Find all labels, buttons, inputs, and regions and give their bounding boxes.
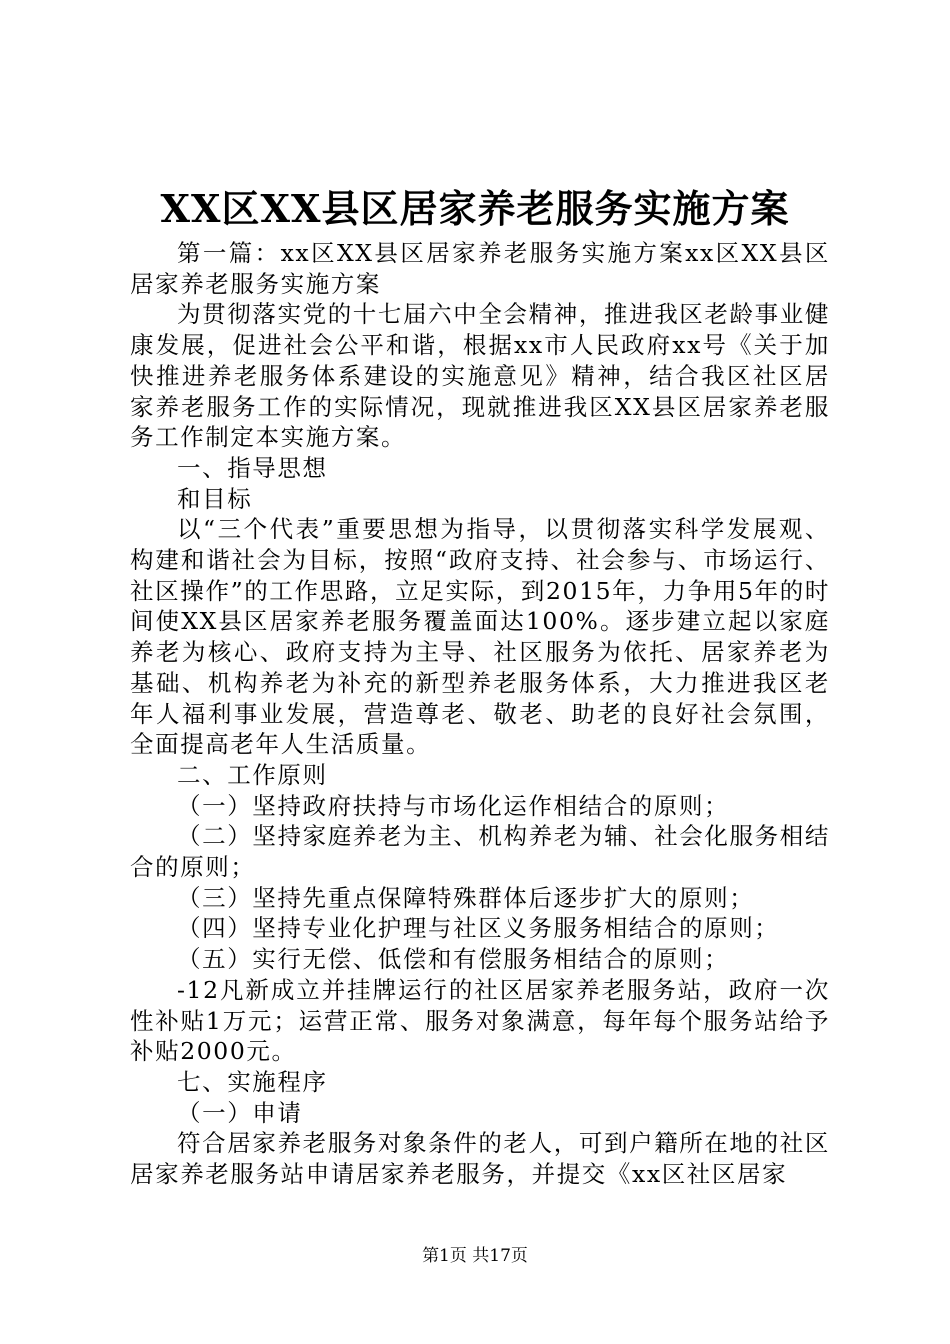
principle-item-3: （三）坚持先重点保障特殊群体后逐步扩大的原则； (177, 883, 755, 912)
heading-work-principles: 二、工作原则 (177, 760, 328, 789)
paragraph-subsidy: -12凡新成立并挂牌运行的社区居家养老服务站，政府一次性补贴1万元；运营正常、服务对象满意，每年每个服务站给予补贴2000元。 (130, 975, 830, 1066)
heading-goals: 和目标 (177, 484, 253, 513)
paragraph-intro: 第一篇：xx区XX县区居家养老服务实施方案xx区XX县区居家养老服务实施方案 (130, 239, 830, 298)
paragraph-apply: 符合居家养老服务对象条件的老人，可到户籍所在地的社区居家养老服务站申请居家养老服务，并提交《xx区社区居家 (130, 1129, 830, 1189)
principle-item-4: （四）坚持专业化护理与社区义务服务相结合的原则； (177, 914, 780, 943)
procedure-item-apply: （一）申请 (177, 1098, 303, 1127)
heading-procedure: 七、实施程序 (177, 1067, 328, 1096)
heading-guiding-thought: 一、指导思想 (177, 453, 328, 482)
document-body (130, 238, 830, 1190)
document-title: XX区XX县区居家养老服务实施方案 (160, 186, 790, 231)
paragraph-goals: 以“三个代表”重要思想为指导，以贯彻落实科学发展观、构建和谐社会为目标，按照“政府支持、社会参与、市场运行、社区操作”的工作思路，立足实际，到2015年，力争用5年的时间使XX县区居家养老服务覆盖面达100%。逐步建立起以家庭养老为核心、政府支持为主导、社区服务为依托、居家养老为基础、机构养老为补充的新型养老服务体系，大力推进我区老年人福利事业发展，营造尊老、敬老、助老的良好社会氛围，全面提高老年人生活质量。 (130, 515, 830, 759)
paragraph-purpose: 为贯彻落实党的十七届六中全会精神，推进我区老龄事业健康发展，促进社会公平和谐，根据xx市人民政府xx号《关于加快推进养老服务体系建设的实施意见》精神，结合我区社区居家养老服务工作的实际情况，现就推进我区XX县区居家养老服务工作制定本实施方案。 (130, 300, 830, 452)
page-number: 第1页 共17页 (422, 1246, 528, 1266)
principle-item-2: （二）坚持家庭养老为主、机构养老为辅、社会化服务相结合的原则； (130, 822, 830, 882)
principle-item-1: （一）坚持政府扶持与市场化运作相结合的原则； (177, 791, 730, 820)
principle-item-5: （五）实行无偿、低偿和有偿服务相结合的原则； (177, 945, 730, 974)
